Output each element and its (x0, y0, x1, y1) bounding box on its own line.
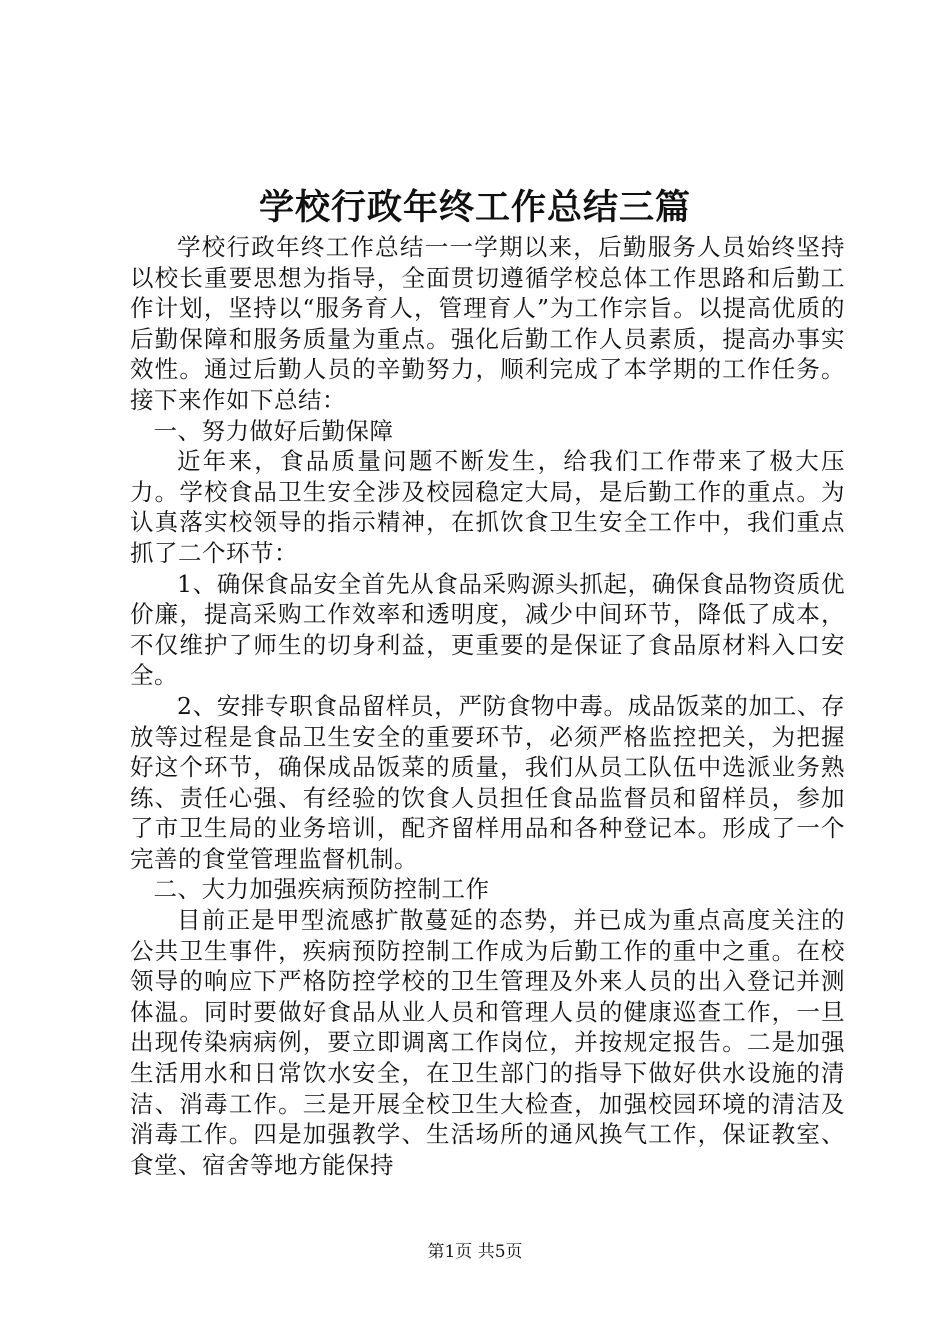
paragraph-intro: 学校行政年终工作总结一一学期以来，后勤服务人员始终坚持以校长重要思想为指导，全面贯切遵循学校总体工作思路和后勤工作计划，坚持以“服务育人，管理育人”为工作宗旨。以提高优质的后勤保障和服务质量为重点。强化后勤工作人员素质，提高办事实效性。通过后勤人员的辛勤努力，顺利完成了本学期的工作任务。接下来作如下总结： (130, 233, 845, 414)
paragraph-food-safety: 近年来，食品质量问题不断发生，给我们工作带来了极大压力。学校食品卫生安全涉及校园稳定大局，是后勤工作的重点。为认真落实校领导的指示精神，在抓饮食卫生安全工作中，我们重点抓了二个环节： (130, 447, 845, 567)
paragraph-item-1: 1、确保食品安全首先从食品采购源头抓起，确保食品物资质优价廉，提高采购工作效率和透明度，减少中间环节，降低了成本，不仅维护了师生的切身利益，更重要的是保证了食品原材料入口安全。 (130, 569, 845, 690)
section-heading-2: 二、大力加强疾病预防控制工作 (153, 875, 490, 904)
document-title: 学校行政年终工作总结三篇 (258, 187, 691, 228)
document-body (130, 232, 845, 1180)
page-footer: 第1页 共5页 (427, 1242, 523, 1262)
section-heading-1: 一、努力做好后勤保障 (153, 416, 394, 445)
paragraph-item-2: 2、安排专职食品留样员，严防食物中毒。成品饭菜的加工、存放等过程是食品卫生安全的重要环节，必须严格监控把关，为把握好这个环节，确保成品饭菜的质量，我们从员工队伍中选派业务熟练、责任心强、有经验的饮食人员担任食品监督员和留样员，参加了市卫生局的业务培训，配齐留样用品和各种登记本。形成了一个完善的食堂管理监督机制。 (130, 691, 845, 873)
paragraph-disease-prevention: 目前正是甲型流感扩散蔓延的态势，并已成为重点高度关注的公共卫生事件，疾病预防控制工作成为后勤工作的重中之重。在校领导的响应下严格防控学校的卫生管理及外来人员的出入登记并测体温。同时要做好食品从业人员和管理人员的健康巡查工作，一旦出现传染病病例，要立即调离工作岗位，并按规定报告。二是加强生活用水和日常饮水安全，在卫生部门的指导下做好供水设施的清洁、消毒工作。三是开展全校卫生大检查，加强校园环境的清洁及消毒工作。四是加强教学、生活场所的通风换气工作，保证教室、食堂、宿舍等地方能保持 (130, 906, 845, 1179)
